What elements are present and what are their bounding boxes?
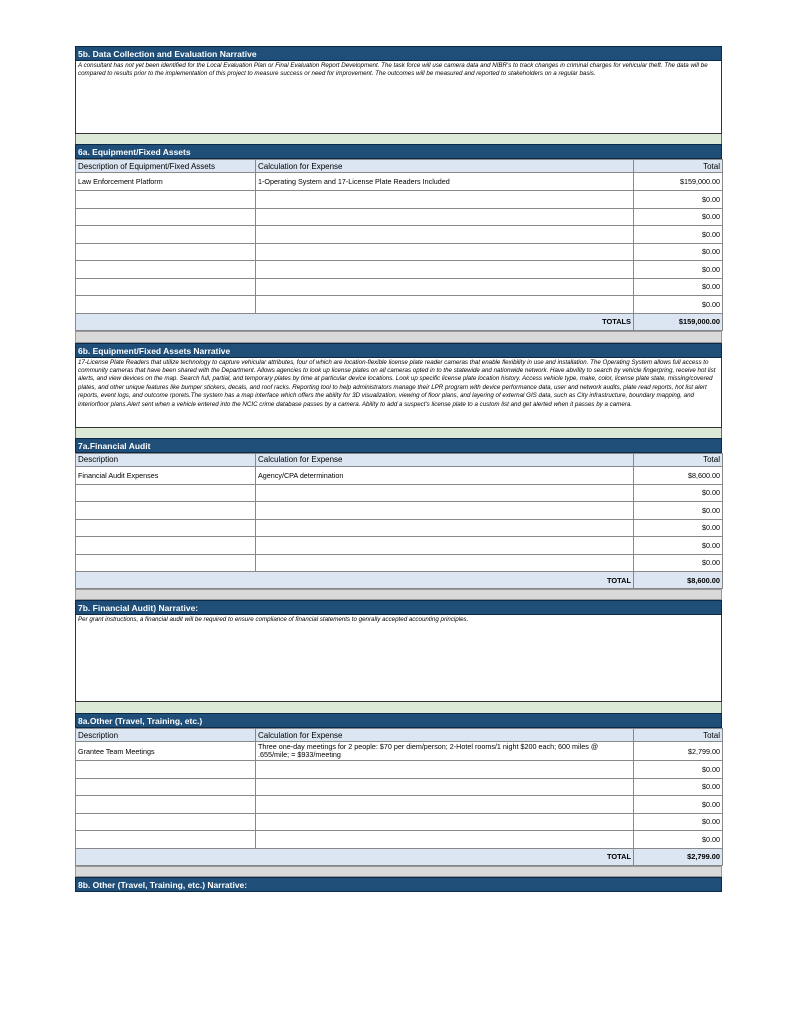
section-7b-header: 7b. Financial Audit) Narrative:	[75, 600, 722, 615]
total-cell[interactable]: $0.00	[634, 831, 723, 849]
description-cell[interactable]	[76, 484, 256, 502]
calculation-cell[interactable]	[256, 502, 634, 520]
total-cell[interactable]: $0.00	[634, 261, 723, 279]
description-cell[interactable]: Grantee Team Meetings	[76, 742, 256, 761]
totals-row	[76, 572, 723, 589]
table-row	[76, 261, 723, 279]
calculation-cell[interactable]	[256, 761, 634, 779]
table-row	[76, 554, 723, 572]
totals-label: TOTAL	[76, 848, 634, 865]
description-cell[interactable]	[76, 537, 256, 555]
calculation-cell[interactable]	[256, 226, 634, 244]
column-header-calculation: Calculation for Expense	[256, 453, 634, 466]
description-cell[interactable]	[76, 226, 256, 244]
calculation-cell[interactable]	[256, 484, 634, 502]
section-divider	[75, 589, 722, 600]
calculation-cell[interactable]	[256, 554, 634, 572]
description-cell[interactable]	[76, 243, 256, 261]
column-header-total: Total	[634, 160, 723, 173]
description-cell[interactable]	[76, 502, 256, 520]
column-header-description: Description	[76, 453, 256, 466]
table-row	[76, 831, 723, 849]
calculation-cell[interactable]	[256, 778, 634, 796]
column-header-calculation: Calculation for Expense	[256, 729, 634, 742]
total-cell[interactable]: $0.00	[634, 796, 723, 814]
table-row	[76, 742, 723, 761]
table-row	[76, 243, 723, 261]
column-header-description: Description	[76, 729, 256, 742]
totals-row	[76, 848, 723, 865]
calculation-cell[interactable]: 1-Operating System and 17-License Plate Readers Included	[256, 173, 634, 191]
table-row	[76, 173, 723, 191]
description-cell[interactable]	[76, 208, 256, 226]
section-7a-header: 7a.Financial Audit	[75, 438, 722, 453]
total-cell[interactable]: $0.00	[634, 519, 723, 537]
section-spacer	[75, 134, 722, 144]
section-8b-header: 8b. Other (Travel, Training, etc.) Narrative:	[75, 877, 722, 892]
calculation-cell[interactable]	[256, 191, 634, 209]
section-8a-header: 8a.Other (Travel, Training, etc.)	[75, 713, 722, 728]
equipment-table	[75, 159, 723, 331]
description-cell[interactable]	[76, 778, 256, 796]
column-header-description: Description of Equipment/Fixed Assets	[76, 160, 256, 173]
description-cell[interactable]: Financial Audit Expenses	[76, 466, 256, 484]
section-6a-header: 6a. Equipment/Fixed Assets	[75, 144, 722, 159]
section-5b-narrative[interactable]: A consultant has not yet been identified for the Local Evaluation Plan or Final Evaluation Report Development. The task force will use camera data and NIBR's to track changes in criminal charges for vehicular theft. The data will be compared to results prior to the implementation of this project to measure success or need for improvement. The outcomes will be measured and reported to stakeholders on a regular basis.	[75, 61, 722, 134]
calculation-cell[interactable]	[256, 278, 634, 296]
table-row	[76, 208, 723, 226]
total-cell[interactable]: $0.00	[634, 226, 723, 244]
totals-value: $2,799.00	[634, 848, 723, 865]
total-cell[interactable]: $0.00	[634, 778, 723, 796]
total-cell[interactable]: $0.00	[634, 554, 723, 572]
budget-worksheet	[75, 46, 722, 892]
financial-audit-table	[75, 453, 723, 590]
calculation-cell[interactable]	[256, 519, 634, 537]
total-cell[interactable]: $2,799.00	[634, 742, 723, 761]
description-cell[interactable]	[76, 554, 256, 572]
total-cell[interactable]: $0.00	[634, 296, 723, 314]
description-cell[interactable]	[76, 831, 256, 849]
calculation-cell[interactable]	[256, 261, 634, 279]
totals-value: $159,000.00	[634, 313, 723, 330]
table-row	[76, 537, 723, 555]
total-cell[interactable]: $0.00	[634, 484, 723, 502]
total-cell[interactable]: $0.00	[634, 537, 723, 555]
total-cell[interactable]: $159,000.00	[634, 173, 723, 191]
column-header-calculation: Calculation for Expense	[256, 160, 634, 173]
section-7b-narrative[interactable]: Per grant instructions, a financial audit will be required to ensure compliance of financial statements to genrally accepted accounting principles.	[75, 615, 722, 702]
section-6b-header: 6b. Equipment/Fixed Assets Narrative	[75, 343, 722, 358]
totals-row	[76, 313, 723, 330]
description-cell[interactable]	[76, 278, 256, 296]
total-cell[interactable]: $0.00	[634, 761, 723, 779]
description-cell[interactable]	[76, 761, 256, 779]
description-cell[interactable]	[76, 796, 256, 814]
column-header-total: Total	[634, 729, 723, 742]
calculation-cell[interactable]	[256, 243, 634, 261]
calculation-cell[interactable]	[256, 796, 634, 814]
table-row	[76, 796, 723, 814]
table-row	[76, 226, 723, 244]
table-row	[76, 278, 723, 296]
table-row	[76, 502, 723, 520]
calculation-cell[interactable]: Agency/CPA determination	[256, 466, 634, 484]
table-row	[76, 191, 723, 209]
section-spacer	[75, 702, 722, 713]
table-row	[76, 484, 723, 502]
section-divider	[75, 866, 722, 877]
table-row	[76, 466, 723, 484]
other-expenses-table	[75, 728, 723, 866]
total-cell[interactable]: $8,600.00	[634, 466, 723, 484]
totals-value: $8,600.00	[634, 572, 723, 589]
calculation-cell[interactable]	[256, 208, 634, 226]
description-cell[interactable]	[76, 191, 256, 209]
total-cell[interactable]: $0.00	[634, 191, 723, 209]
totals-label: TOTAL	[76, 572, 634, 589]
table-row	[76, 519, 723, 537]
calculation-cell[interactable]	[256, 537, 634, 555]
table-row	[76, 813, 723, 831]
description-cell[interactable]	[76, 519, 256, 537]
table-row	[76, 761, 723, 779]
section-6b-narrative[interactable]: 17-License Plate Readers that utilize technology to capture vehicular attributes, four of which are location-flexible license plate reader cameras that enable flexibility in use and installation. The Operating System allows full access to community cameras that have been shared with the Department. Allows agencies to look up license plates on all cameras opted in to the statewide and nationwide network. Have abvility to search by vehicle fingerpring, receive hot list alerts, and view devices on the map. Search full, partial, and temporary plates by time at particular device locations. Look up specific license plate location history. Access vehicle type, make, color, license plate state, missing/covered plates, and other unique features like bumper stickers, decals, and roof racks. Reporting tool to help administrators manage their LPR program with device performance data, user and network audits, plate read reports, hot list alert reports, event logs, and outcome rporets.The system has a map interface which offers the ability for 3D visualization, viewing of floor plans, and layering of external GIS data, such as City infrastructure, boundary mapping, and interiorfloor plans.Alert sent when a vehicle entered into the NCIC crime database passes by a camera. Ability to add a suspect's license plate to a custom list and get alerted when it passes by a camera.	[75, 358, 722, 428]
total-cell[interactable]: $0.00	[634, 813, 723, 831]
section-spacer	[75, 428, 722, 438]
calculation-cell[interactable]	[256, 813, 634, 831]
section-divider	[75, 331, 722, 343]
description-cell[interactable]	[76, 261, 256, 279]
totals-label: TOTALS	[76, 313, 634, 330]
description-cell[interactable]: Law Enforcement Platform	[76, 173, 256, 191]
total-cell[interactable]: $0.00	[634, 502, 723, 520]
table-row	[76, 778, 723, 796]
total-cell[interactable]: $0.00	[634, 208, 723, 226]
section-5b-header: 5b. Data Collection and Evaluation Narrative	[75, 46, 722, 61]
calculation-cell[interactable]	[256, 296, 634, 314]
calculation-cell[interactable]: Three one-day meetings for 2 people: $70 per diem/person; 2-Hotel rooms/1 night $200 each; 600 miles @ .655/mile; = $933/meeting	[256, 742, 634, 761]
description-cell[interactable]	[76, 296, 256, 314]
description-cell[interactable]	[76, 813, 256, 831]
total-cell[interactable]: $0.00	[634, 278, 723, 296]
total-cell[interactable]: $0.00	[634, 243, 723, 261]
table-row	[76, 296, 723, 314]
column-header-total: Total	[634, 453, 723, 466]
calculation-cell[interactable]	[256, 831, 634, 849]
